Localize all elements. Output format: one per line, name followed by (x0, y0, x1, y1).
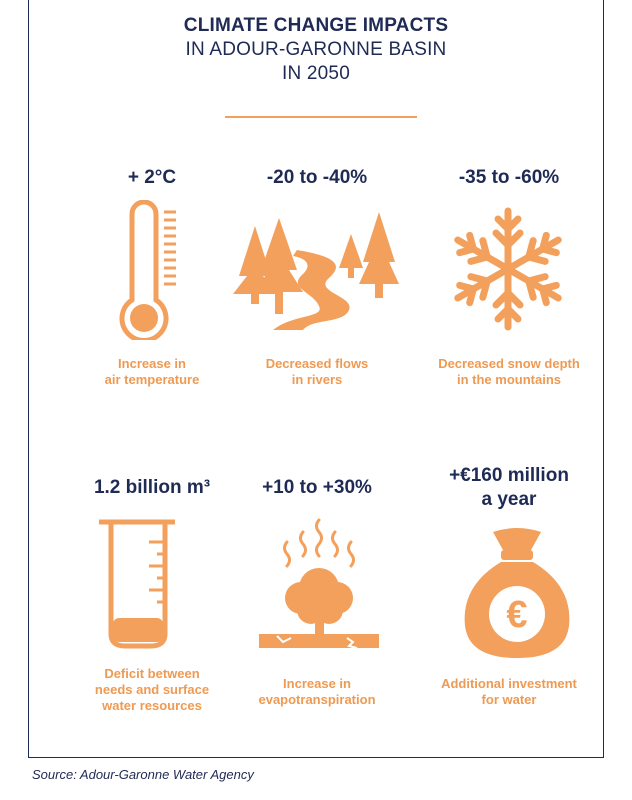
impact-investment (421, 464, 597, 512)
impact-value: +10 to +30% (262, 477, 372, 498)
caption-line: Increase in (283, 676, 351, 691)
impact-temperature (64, 166, 240, 190)
title-line-1: CLIMATE CHANGE IMPACTS (183, 15, 449, 36)
measuring-beaker-icon (95, 510, 185, 658)
caption-line: water resources (102, 698, 202, 713)
source-note: Source: Adour-Garonne Water Agency (32, 767, 254, 782)
caption-line: Deficit between (104, 666, 200, 681)
impact-value: + 2°C (127, 167, 177, 188)
caption-line: Decreased snow depth (438, 356, 580, 371)
impact-snow-depth-caption (421, 356, 597, 388)
caption-line: in rivers (291, 372, 343, 387)
infographic-frame (28, 0, 604, 758)
svg-text:€: € (506, 594, 528, 636)
infographic-title (29, 14, 603, 86)
impact-value-line-1: +€160 million (449, 465, 569, 486)
impact-investment-caption (421, 676, 597, 708)
snowflake-icon (442, 203, 574, 335)
caption-line: air temperature (104, 372, 200, 387)
caption-line: needs and surface (94, 682, 210, 697)
caption-line: Increase in (118, 356, 186, 371)
impact-value: 1.2 billion m³ (93, 477, 211, 498)
euro-money-bag-icon (461, 526, 573, 660)
impact-value-line-2: a year (481, 489, 537, 510)
caption-line: evapotranspiration (258, 692, 376, 707)
impact-water-deficit-caption (64, 666, 240, 714)
title-line-3: IN 2050 (282, 63, 350, 84)
impact-value: -20 to -40% (266, 167, 368, 188)
caption-line: in the mountains (457, 372, 561, 387)
evaporating-tree-icon (253, 514, 385, 656)
caption-line: Decreased flows (265, 356, 369, 371)
impact-evapotranspiration (229, 476, 405, 500)
impact-temperature-caption (64, 356, 240, 388)
title-divider (225, 116, 417, 118)
impact-value: -35 to -60% (458, 167, 560, 188)
impact-river-flows (229, 166, 405, 190)
river-trees-icon (233, 206, 405, 330)
title-line-2: IN ADOUR-GARONNE BASIN (185, 39, 447, 60)
impact-snow-depth (421, 166, 597, 190)
caption-line: for water (481, 692, 537, 707)
impact-water-deficit (64, 476, 240, 500)
caption-line: Additional investment (441, 676, 577, 691)
thermometer-icon (114, 200, 194, 340)
impact-river-flows-caption (229, 356, 405, 388)
impact-evapotranspiration-caption (229, 676, 405, 708)
